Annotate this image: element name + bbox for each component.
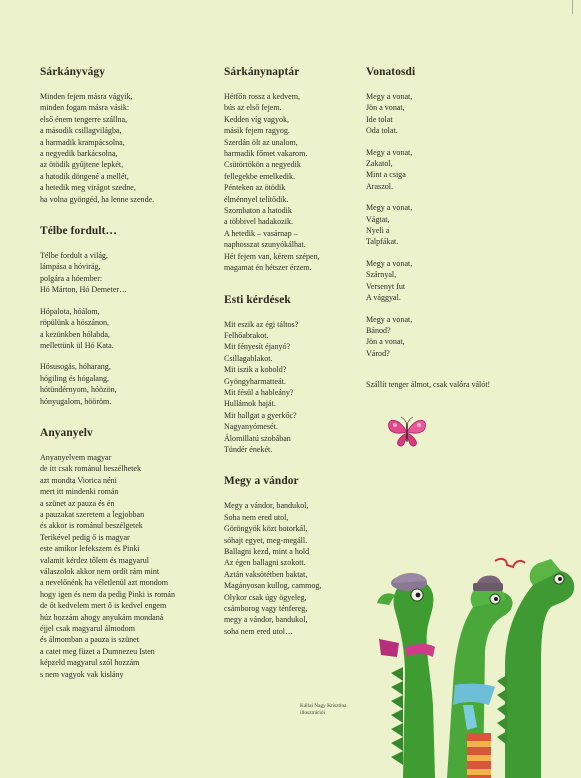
poem-line: azt mondta Viorica néni: [40, 475, 117, 485]
poem-esti-kerdesek: [224, 294, 352, 456]
poem-title: Vonatosdi: [366, 66, 416, 78]
poem-line: és álmomban a pauza is szünet: [40, 635, 139, 645]
poem-line: Mit fényesít éjanyó?: [224, 342, 291, 352]
poem-line: Göröngyök közt botorkál,: [224, 524, 308, 534]
poem-line: hogy igen és nem da pedig Pinki is román: [40, 589, 175, 599]
poem-line: A hetedik – vasárnap –: [224, 228, 298, 238]
poem-line: Hétfőn rossz a kedvem,: [224, 92, 300, 101]
illustrator-role: illusztrációi: [300, 710, 326, 716]
poem-anyanyelv: [40, 427, 215, 680]
poem-line: Kedden víg vagyok,: [224, 114, 290, 124]
poem-line: ha volna gyöngéd, ha lenne szende.: [40, 194, 155, 204]
poem-line: Hét fejem van, kérem szépen,: [224, 251, 320, 261]
poem-line: Várod?: [366, 348, 390, 358]
poem-line: Megy a vonat,: [366, 147, 413, 157]
illustrator-credit: [300, 703, 346, 717]
poem-line: Szombaton a hatodik: [224, 206, 292, 216]
poem-line: éjjel csak magyarul álmodom: [40, 624, 135, 634]
poem-line: hótündérnyom, hóözön,: [40, 385, 117, 395]
poem-line: Csütörtökön a negyedik: [224, 160, 301, 170]
poem-line: a többivel hadakozik.: [224, 217, 294, 227]
poem-line: hónyugalom, hööröm.: [40, 396, 112, 406]
poem-line: mellettünk ül Hó Kata.: [40, 340, 114, 350]
poem-line: Szerdán ölt az unalom,: [224, 137, 298, 147]
poem-line: Mit fésül a hableány?: [224, 387, 294, 397]
poem-line: de itt csak románul beszélhetek: [40, 464, 141, 474]
poem-line: Vágtat,: [366, 214, 390, 224]
poem-line: Télbe fordult a világ,: [40, 251, 108, 261]
poem-line: a hatodik döngené a mellét,: [40, 171, 129, 181]
poem-line: válaszolok akkor nem ordít rám mint: [40, 567, 160, 576]
poem-line: élménnyel telítődik.: [224, 194, 289, 204]
poem-line: a kezünkben hólabda,: [40, 329, 110, 339]
poem-line: Felhőabrakot.: [224, 330, 269, 340]
poem-line: Bánod?: [366, 325, 391, 335]
poem-line: Araszol.: [366, 181, 394, 191]
poem-line: valamit kérdez tőlem és magyarul: [40, 555, 150, 565]
poem-line: Az égen ballagni szokott.: [224, 558, 306, 568]
poem-line: Nyeli a: [366, 226, 390, 236]
stanza: [40, 452, 215, 680]
stanza: [40, 361, 215, 407]
poem-line: a harmadik krampácsolna,: [40, 137, 125, 147]
poem-line: soha nem ered utol…: [224, 626, 294, 636]
poem-line: a szünet az pauza és én: [40, 498, 115, 508]
poem-line: bús az első fejem.: [224, 103, 282, 113]
poem-title: Megy a vándor: [224, 475, 299, 488]
poem-line: este amikor lefekszem és Pinki: [40, 544, 140, 554]
poem-line: Hullámok haját.: [224, 399, 276, 409]
stanza: [224, 500, 352, 637]
poem-title: Sárkányvágy: [40, 66, 106, 78]
stanza: [224, 319, 352, 456]
poem-line: Jön a vonat,: [366, 337, 405, 347]
poem-line: sóhajt egyet, meg-megáll.: [224, 535, 308, 545]
stanza: [366, 258, 536, 304]
poem-line: Mit eszik az égi táltos?: [224, 319, 299, 329]
poem-line: Szárnyal,: [366, 270, 397, 280]
poem-line: Álomillatú szobában: [224, 433, 291, 443]
column-right: [366, 66, 536, 391]
dragons-illustration: [355, 555, 581, 778]
poem-line: Mit iszik a kobold?: [224, 365, 287, 375]
poem-megy-a-vandor: [224, 475, 352, 637]
poem-line: Aztán vaksötétben baktat,: [224, 569, 308, 579]
poem-line: Jön a vonat,: [366, 103, 405, 113]
poem-line: a pauzakat szeretem a legjobban: [40, 509, 145, 519]
poem-line: Anyanyelvem magyar: [40, 452, 112, 462]
column-middle: [224, 66, 352, 657]
poem-line: röpülünk a hószánon,: [40, 318, 110, 328]
poem-title: Télbe fordult…: [40, 225, 118, 238]
stanza: [40, 306, 215, 352]
poem-line: Magányosan kullog, cammog,: [224, 581, 322, 591]
stanza: [40, 91, 215, 205]
poem-line: Soha nem ered utol,: [224, 512, 289, 522]
illustrator-name: Kállai Nagy Krisztina: [300, 703, 347, 709]
poem-line: Megy a vándor, bandukol,: [224, 501, 309, 511]
stanza: [366, 202, 536, 248]
poem-line: csámborog vagy ténfereg,: [224, 604, 308, 614]
poem-line: a catet meg füzet a Dumnezeu Isten: [40, 646, 155, 656]
poem-line: a hetedik meg virágot szedne,: [40, 183, 136, 193]
poem-line: Megy a vonat,: [366, 258, 413, 268]
poem-line: Hósusogás, hóharang,: [40, 362, 111, 372]
poem-line: Megy a vonat,: [366, 203, 413, 213]
poem-title: Sárkánynaptár: [224, 66, 300, 78]
poem-vonatosdi: [366, 66, 536, 359]
poem-line: Versenyt fut: [366, 281, 406, 291]
poem-line: Oda tolat.: [366, 126, 398, 136]
poem-line: Pénteken az ötödik: [224, 183, 286, 193]
poem-line: Mint a csiga: [366, 170, 406, 180]
poem-line: a második csillagvilágba,: [40, 126, 122, 136]
poem-line: harmadik főmet vakarom.: [224, 149, 308, 159]
poem-closing-line: Szállít tenger álmot, csak valóra válót!: [366, 380, 491, 390]
poem-sarkanynaptar: [224, 66, 352, 274]
butterfly-illustration: [384, 414, 430, 450]
poem-line: húz hozzám ahogy anyukám mondaná: [40, 612, 164, 622]
stanza: [366, 91, 536, 137]
poem-line: minden fogam másra vásik:: [40, 103, 130, 113]
poem-line: s nem vagyok vak kislány: [40, 669, 124, 679]
corner-crop-mark: [572, 0, 573, 14]
poem-line: magamat én hétszer érzem.: [224, 263, 312, 273]
poem-title: Esti kérdések: [224, 293, 291, 306]
poem-line: Ide tolat: [366, 114, 393, 124]
poem-line: képzeld magyarul szól hozzám: [40, 658, 140, 668]
poem-line: Hó Márton, Hó Demeter…: [40, 285, 128, 295]
poem-line: mert itt mindenki román: [40, 487, 119, 497]
poem-sarkanyvagy: [40, 66, 215, 205]
poem-line: polgára a hóember:: [40, 273, 103, 283]
poem-line: Terikével pedig ő is magyar: [40, 532, 130, 542]
poem-line: Megy a vonat,: [366, 314, 413, 324]
poem-line: lámpása a hóvirág,: [40, 262, 101, 272]
poem-line: és akkor is románul beszélgetek: [40, 521, 143, 531]
poem-line: Hópalota, hóálom,: [40, 306, 100, 316]
poem-line: Mit hallgat a gyerkőc?: [224, 410, 297, 420]
poem-line: Nagyanyómesét.: [224, 422, 278, 432]
poem-line: Tündér énekét.: [224, 444, 273, 454]
poem-line: naphosszat szunyókálhat.: [224, 240, 306, 250]
poem-line: fellegekbe emelkedik.: [224, 171, 296, 181]
poem-line: másik fejem ragyog.: [224, 126, 290, 136]
stanza: [366, 314, 536, 360]
stanza: [366, 147, 536, 193]
poem-line: de őt kedvelem mert ő is kedvel engem: [40, 601, 167, 611]
poem-line: a nevelőnénk ha véletlenül azt mondom: [40, 578, 169, 588]
poem-line: Zakatol,: [366, 159, 393, 169]
poem-line: Olykor csak úgy ögyeleg,: [224, 592, 307, 602]
poem-line: Megy a vonat,: [366, 92, 413, 101]
column-left: [40, 66, 215, 700]
poem-line: első énem tengerre szállna,: [40, 114, 128, 124]
poem-line: Csillagablakot.: [224, 353, 273, 363]
poem-line: hógiling és hógalang,: [40, 373, 110, 383]
poem-title: Anyanyelv: [40, 426, 93, 439]
poem-line: Minden fejem másra vágyik,: [40, 92, 133, 101]
poem-line: megy a vándor, bandukol,: [224, 615, 308, 625]
poem-line: Talpfákat.: [366, 237, 399, 247]
poem-line: Gyöngyharmatteát.: [224, 376, 286, 386]
poem-line: Ballagni kezd, mint a hold: [224, 547, 310, 556]
poem-telbe-fordult: [40, 225, 215, 407]
poem-line: az ötödik gyűjtene lepkét,: [40, 160, 124, 170]
poem-line: A vággyal.: [366, 293, 401, 303]
stanza: [40, 250, 215, 296]
poem-line: a negyedik barkácsolna,: [40, 149, 118, 159]
stanza: [224, 91, 352, 274]
